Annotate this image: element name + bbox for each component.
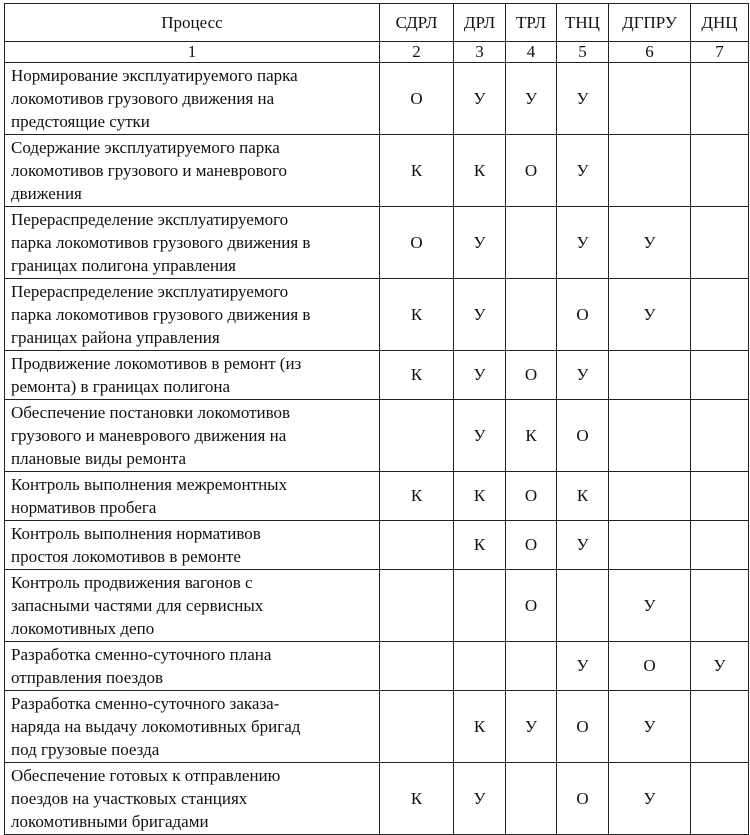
role-mark-cell: О [506,570,557,642]
role-mark-cell: О [506,472,557,521]
role-mark-cell: К [454,135,506,207]
role-mark-cell [609,400,691,472]
role-mark-cell [454,642,506,691]
role-mark-cell [454,570,506,642]
table-row [5,135,749,207]
process-text-line: локомотивов грузового движения на [11,89,275,108]
header-tnc: ТНЦ [557,4,609,42]
role-mark-cell: О [380,207,454,279]
table-row [5,279,749,351]
role-mark-cell: У [609,279,691,351]
process-text-line: Продвижение локомотивов в ремонт (из [11,354,302,373]
role-mark-cell [609,63,691,135]
process-cell [5,400,380,472]
process-text-line: предстоящие сутки [11,112,150,131]
role-mark-cell [691,521,749,570]
header-sdrl: СДРЛ [380,4,454,42]
process-text-line: границах полигона управления [11,256,236,275]
process-text-line: плановые виды ремонта [11,449,186,468]
table-row [5,472,749,521]
role-mark-cell: К [557,472,609,521]
role-mark-cell: У [454,63,506,135]
header-dgpru: ДГПРУ [609,4,691,42]
process-text-line: Разработка сменно-суточного заказа- [11,694,280,713]
column-number: 5 [557,42,609,63]
column-number: 7 [691,42,749,63]
process-cell [5,351,380,400]
process-cell [5,135,380,207]
role-mark-cell: К [380,472,454,521]
table-row [5,521,749,570]
table-row [5,351,749,400]
role-mark-cell: У [454,763,506,835]
role-mark-cell: У [454,351,506,400]
process-text-line: Обеспечение готовых к отправлению [11,766,281,785]
column-number-row [5,42,749,63]
header-trl: ТРЛ [506,4,557,42]
process-cell [5,521,380,570]
column-number: 2 [380,42,454,63]
column-number: 1 [5,42,380,63]
process-cell [5,642,380,691]
role-mark-cell: У [609,570,691,642]
table-body [5,63,749,835]
process-text-line: движения [11,184,82,203]
role-mark-cell [380,400,454,472]
role-mark-cell: У [506,63,557,135]
process-text-line: Контроль выполнения нормативов [11,524,261,543]
process-text-line: парка локомотивов грузового движения в [11,233,311,252]
role-mark-cell: О [506,135,557,207]
role-mark-cell: У [691,642,749,691]
role-mark-cell [691,135,749,207]
process-text-line: простоя локомотивов в ремонте [11,547,241,566]
role-mark-cell [691,207,749,279]
role-mark-cell [609,351,691,400]
column-number: 3 [454,42,506,63]
role-mark-cell [506,763,557,835]
process-text-line: локомотивными бригадами [11,812,209,831]
role-mark-cell: У [557,135,609,207]
role-mark-cell: О [557,279,609,351]
table-row [5,642,749,691]
role-mark-cell: К [454,472,506,521]
column-number: 6 [609,42,691,63]
role-mark-cell: О [609,642,691,691]
role-mark-cell: К [380,279,454,351]
process-text-line: Обеспечение постановки локомотивов [11,403,291,422]
role-mark-cell: О [506,351,557,400]
role-mark-cell [691,279,749,351]
role-mark-cell: У [454,400,506,472]
role-mark-cell: К [380,351,454,400]
role-mark-cell [380,691,454,763]
role-mark-cell [609,135,691,207]
table-row [5,63,749,135]
role-mark-cell: У [609,763,691,835]
process-text-line: нормативов пробега [11,498,157,517]
table-row [5,763,749,835]
role-mark-cell: У [609,207,691,279]
role-mark-cell [506,642,557,691]
process-text-line: границах района управления [11,328,220,347]
process-text-line: под грузовые поезда [11,740,160,759]
table-row [5,691,749,763]
process-text-line: грузового и маневрового движения на [11,426,287,445]
process-cell [5,472,380,521]
process-text-line: запасными частями для сервисных [11,596,264,615]
role-mark-cell [380,521,454,570]
process-text-line: Контроль продвижения вагонов с [11,573,253,592]
role-mark-cell: О [557,691,609,763]
role-mark-cell [691,691,749,763]
process-text-line: локомотивных депо [11,619,155,638]
process-text-line: Перераспределение эксплуатируемого [11,210,289,229]
process-text-line: отправления поездов [11,668,164,687]
role-mark-cell [691,63,749,135]
process-cell [5,691,380,763]
header-process: Процесс [5,4,380,42]
role-mark-cell: О [557,763,609,835]
role-mark-cell: У [557,63,609,135]
header-row [5,4,749,42]
header-drl: ДРЛ [454,4,506,42]
role-mark-cell [609,472,691,521]
role-mark-cell [380,570,454,642]
table-row [5,207,749,279]
header-dnc: ДНЦ [691,4,749,42]
role-mark-cell [380,642,454,691]
role-mark-cell [506,207,557,279]
role-mark-cell: К [380,763,454,835]
process-cell [5,207,380,279]
process-cell [5,763,380,835]
process-cell [5,570,380,642]
process-text-line: ремонта) в границах полигона [11,377,231,396]
process-text-line: Контроль выполнения межремонтных [11,475,288,494]
process-text-line: поездов на участковых станциях [11,789,248,808]
process-cell [5,279,380,351]
process-text-line: Перераспределение эксплуатируемого [11,282,289,301]
table-row [5,400,749,472]
role-mark-cell: У [557,207,609,279]
process-text-line: наряда на выдачу локомотивных бригад [11,717,301,736]
role-mark-cell [691,351,749,400]
role-mark-cell [691,763,749,835]
role-mark-cell [609,521,691,570]
process-cell [5,63,380,135]
role-mark-cell: О [380,63,454,135]
role-mark-cell: О [557,400,609,472]
role-mark-cell: У [557,642,609,691]
process-text-line: парка локомотивов грузового движения в [11,305,311,324]
role-mark-cell [691,570,749,642]
role-mark-cell: О [506,521,557,570]
role-mark-cell: К [506,400,557,472]
role-mark-cell: К [380,135,454,207]
role-mark-cell [506,279,557,351]
role-mark-cell: У [506,691,557,763]
process-text-line: локомотивов грузового и маневрового [11,161,288,180]
process-responsibility-table [4,3,749,835]
role-mark-cell: У [454,207,506,279]
role-mark-cell: К [454,521,506,570]
role-mark-cell [691,400,749,472]
role-mark-cell: К [454,691,506,763]
role-mark-cell: У [454,279,506,351]
process-text-line: Нормирование эксплуатируемого парка [11,66,298,85]
role-mark-cell: У [557,351,609,400]
column-number: 4 [506,42,557,63]
table-row [5,570,749,642]
role-mark-cell [691,472,749,521]
role-mark-cell: У [557,521,609,570]
process-text-line: Содержание эксплуатируемого парка [11,138,280,157]
role-mark-cell: У [609,691,691,763]
process-text-line: Разработка сменно-суточного плана [11,645,272,664]
role-mark-cell [557,570,609,642]
